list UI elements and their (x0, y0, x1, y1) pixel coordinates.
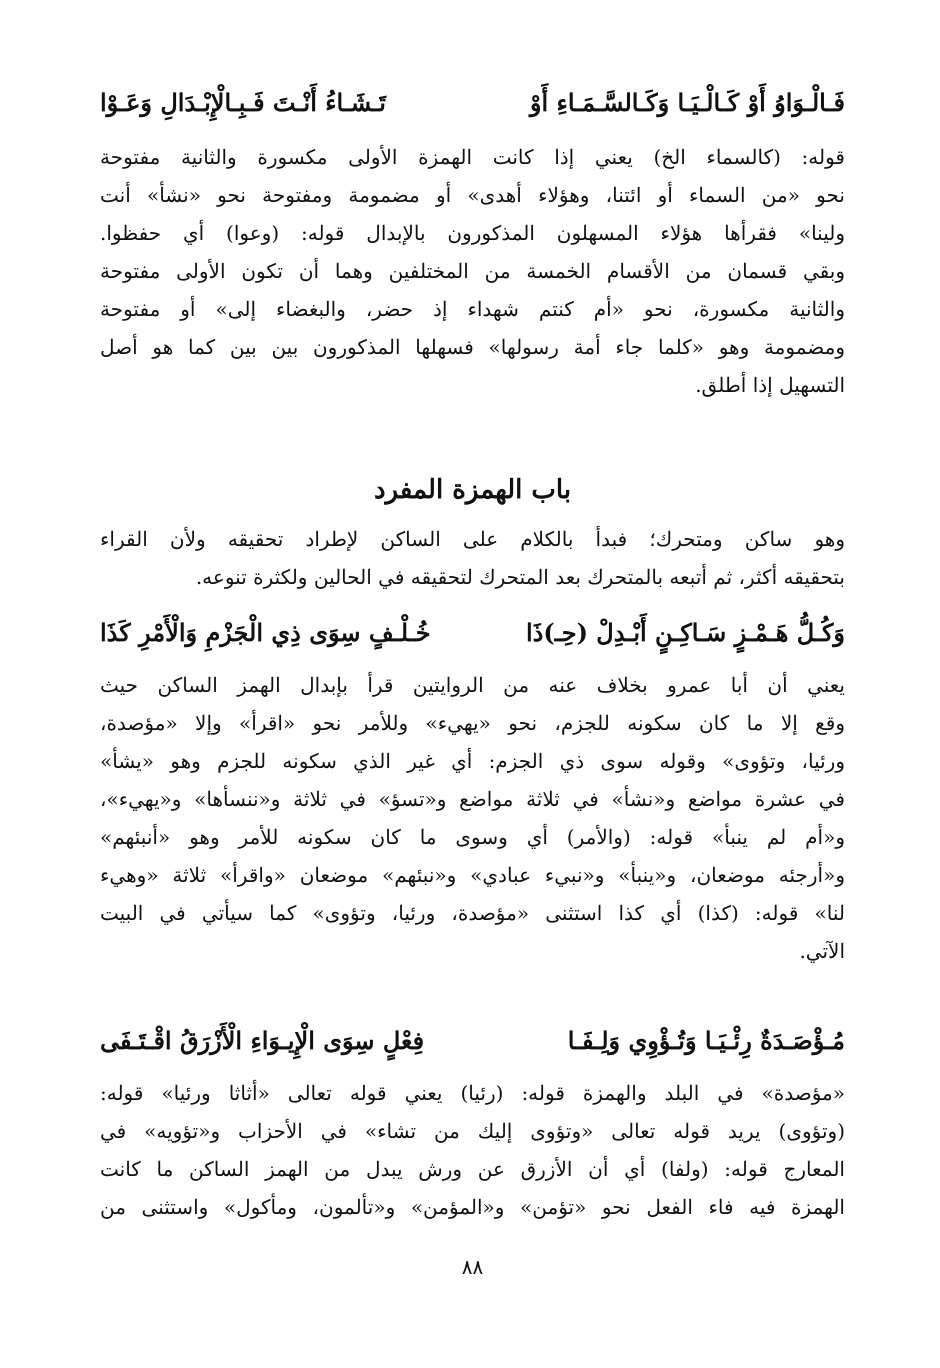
text-line: بتحقيقه أكثر، ثم أتبعه بالمتحرك بعد المتحرك لتحقيقه في الحالين ولكثرة تنوعه. (195, 565, 845, 589)
book-page (100, 0, 845, 1368)
commentary-paragraph-1 (100, 138, 845, 404)
section-heading: باب الهمزة المفرد (373, 475, 572, 505)
text-line: الهمزة فيه فاء الفعل نحو «تؤمن» و«المؤمن» و«تألمون، ومأكول» واستثنى من (100, 1195, 845, 1219)
verse-2-second-hemistich: خُـلْـفٍ سِوَى ذِي الْجَزْمِ وَالْأَمْرِ كَذَا (100, 618, 431, 647)
text-line: «مؤصدة» في البلد والهمزة قوله: (رئيا) يعني قوله تعالى «أثاثا ورئيا» قوله: (100, 1081, 845, 1105)
verse-line-3 (100, 1016, 845, 1066)
verse-line-2 (100, 608, 845, 658)
text-line: المعارج قوله: (ولفا) أي أن الأزرق عن ورش يبدل من الهمز الساكن ما كانت (100, 1157, 845, 1181)
verse-1-first-hemistich: فَـالْـوَاوُ أَوْ كَـالْـيَـا وَكَـالسَّـمَـاءِ أَوْ (529, 88, 845, 117)
text-line: ومضمومة وهو «كلما جاء أمة رسولها» فسهلها المذكورون بين بين كما هو أصل (100, 335, 845, 359)
page-number: ٨٨ (461, 1255, 484, 1279)
text-line: لنا» قوله: (كذا) أي كذا استثنى «مؤصدة، ورئيا، وتؤوى» كما سيأتي في البيت (100, 901, 845, 925)
text-line: يعني أن أبا عمرو بخلاف عنه من الروايتين قرأ بإبدال الهمز الساكن حيث (100, 673, 845, 697)
text-line: قوله: (كالسماء الخ) يعني إذا كانت الهمزة الأولى مكسورة والثانية مفتوحة (100, 145, 845, 169)
text-line: وهو ساكن ومتحرك؛ فبدأ بالكلام على الساكن لإطراد تحقيقه ولأن القراء (100, 527, 845, 551)
text-line: وقع إلا ما كان سكونه للجزم، نحو «يهيء» وللأمر نحو «اقرأ» وإلا «مؤصدة، (100, 711, 845, 735)
text-line: والثانية مكسورة، نحو «أم كنتم شهداء إذ حضر، والبغضاء إلى» أو مفتوحة (100, 297, 845, 321)
text-line: الآتي. (799, 939, 845, 963)
text-line: في عشرة مواضع و«نشأ» في ثلاثة مواضع و«تسؤ» في ثلاثة و«ننسأها» و«يهيء»، (100, 787, 845, 811)
verse-3-second-hemistich: فِعْلٍ سِوَى الْإِيـوَاءِ الْأَزْرَقُ اقْـتَـفَى (100, 1026, 425, 1055)
text-line: و«أم لم ينبأ» قوله: (والأمر) أي وسوى ما كان سكونه للأمر وهو «أنبئهم» (100, 825, 845, 849)
text-line: و«أرجئه موضعان، و«ينبأ» و«نبيء عبادي» و«نبئهم» موضعان «واقرأ» ثلاثة «وهيء (100, 863, 845, 887)
commentary-paragraph-2 (100, 520, 845, 596)
text-line: ورئيا، وتؤوى» وقوله سوى ذي الجزم: أي غير الذي سكونه للجزم وهو «يشأ» (100, 749, 845, 773)
text-line: (وتؤوى) يريد قوله تعالى «وتؤوى إليك من تشاء» في الأحزاب و«تؤويه» في (100, 1119, 845, 1143)
verse-line-1 (100, 78, 845, 128)
commentary-paragraph-3 (100, 666, 845, 970)
verse-1-second-hemistich: تَـشَـاءُ أَنْـتَ فَـبِـالْإِبْـدَالِ وَعَـوْا (100, 88, 386, 117)
text-line: نحو «من السماء أو ائتنا، وهؤلاء أهدى» أو مضمومة ومفتوحة نحو «نشأ» أنت (100, 183, 845, 207)
text-line: التسهيل إذا أطلق. (695, 373, 845, 397)
text-line: ولينا» فقرأها هؤلاء المسهلون المذكورون بالإبدال قوله: (وعوا) أي حفظوا. (100, 221, 845, 245)
verse-3-first-hemistich: مُـؤْصَـدَةٌ رِئْـيَـا وَتُـؤْوِي وَلِـفَـا (567, 1026, 845, 1055)
verse-2-first-hemistich: وَكُـلُّ هَـمْـزٍ سَـاكِـنٍ أَبْـدِلْ (حِـ)ذَا (525, 618, 845, 647)
text-line: وبقي قسمان من الأقسام الخمسة من المختلفين وهما أن تكون الأولى مفتوحة (100, 259, 845, 283)
commentary-paragraph-4 (100, 1074, 845, 1226)
